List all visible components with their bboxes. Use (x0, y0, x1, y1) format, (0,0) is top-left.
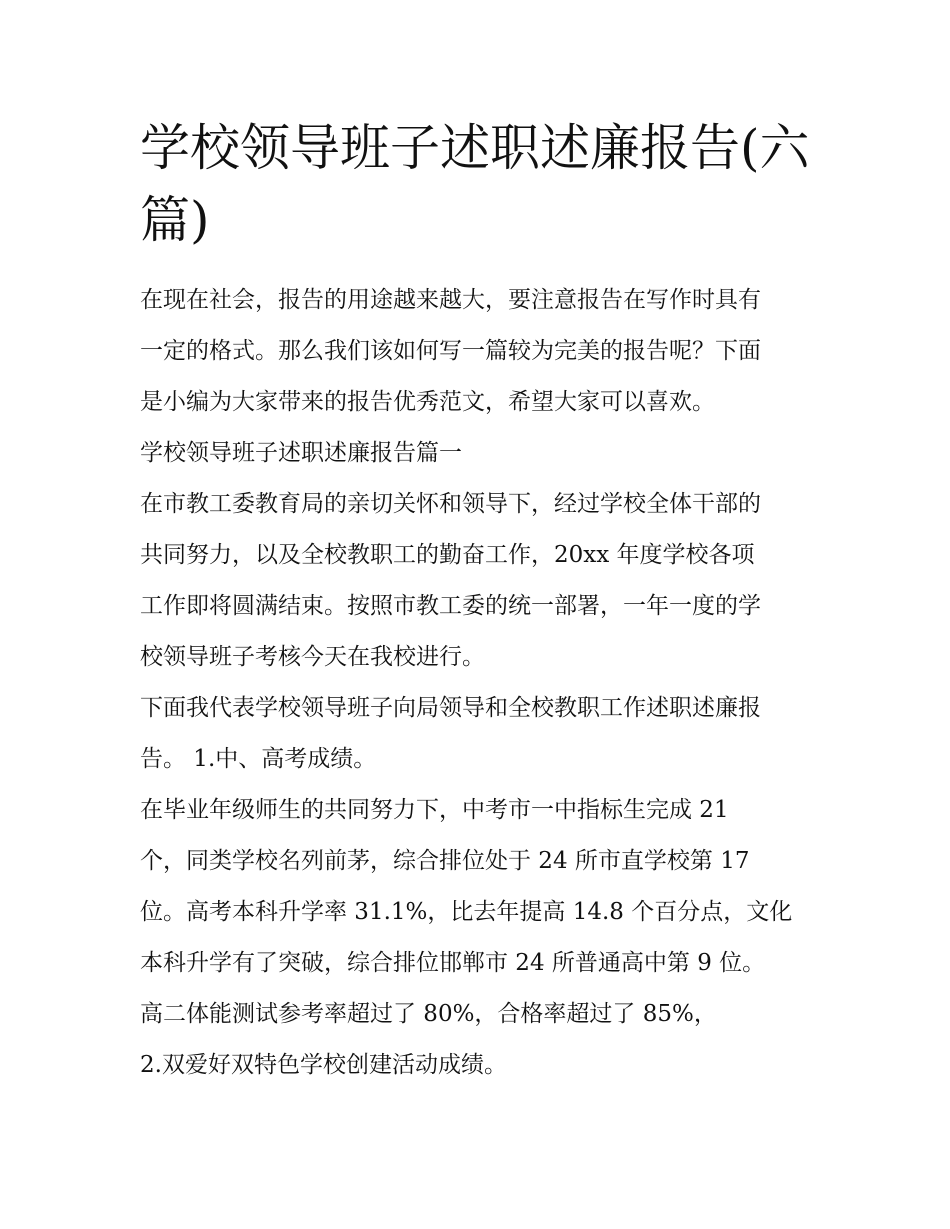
paragraph-line: 2.双爱好双特色学校创建活动成绩。 (140, 1052, 507, 1078)
paragraph-line: 本科升学有了突破，综合排位邯郸市 24 所普通高中第 9 位。 (140, 950, 766, 976)
paragraph-line: 告。 1.中、高考成绩。 (140, 746, 377, 772)
paragraph-line: 校领导班子考核今天在我校进行。 (140, 644, 485, 670)
paragraph-line: 下面我代表学校领导班子向局领导和全校教职工作述职述廉报 (140, 695, 761, 721)
paragraph-line: 在毕业年级师生的共同努力下，中考市一中指标生完成 21 (140, 797, 729, 823)
paragraph-line: 在现在社会，报告的用途越来越大，要注意报告在写作时具有 (140, 287, 761, 313)
paragraph-line: 位。高考本科升学率 31.1%，比去年提高 14.8 个百分点，文化 (140, 899, 793, 925)
paragraph-line: 工作即将圆满结束。按照市教工委的统一部署，一年一度的学 (140, 593, 761, 619)
section-heading: 学校领导班子述职述廉报告篇一 (140, 440, 462, 466)
paragraph-line: 一定的格式。那么我们该如何写一篇较为完美的报告呢？下面 (140, 338, 761, 364)
paragraph-line: 共同努力，以及全校教职工的勤奋工作，20xx 年度学校各项 (140, 542, 755, 568)
paragraph-line: 是小编为大家带来的报告优秀范文，希望大家可以喜欢。 (140, 389, 715, 415)
document-title: 学校领导班子述职述廉报告(六篇) (140, 119, 810, 249)
paragraph-line: 在市教工委教育局的亲切关怀和领导下，经过学校全体干部的 (140, 491, 761, 517)
paragraph-line: 个，同类学校名列前茅，综合排位处于 24 所市直学校第 17 (140, 848, 750, 874)
paragraph-line: 高二体能测试参考率超过了 80%，合格率超过了 85%， (140, 1001, 717, 1027)
